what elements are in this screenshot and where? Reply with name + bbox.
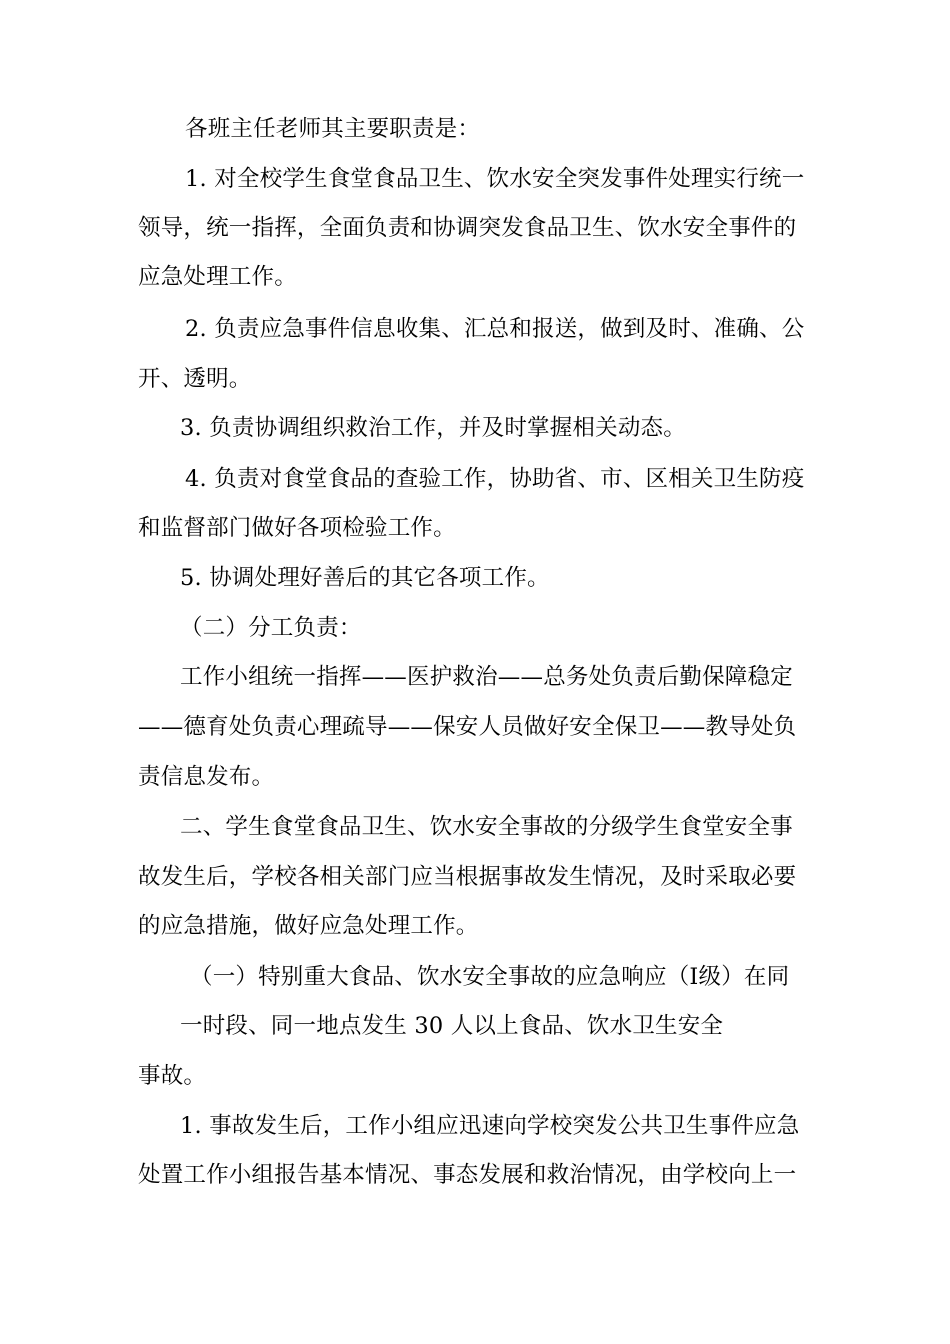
text-line: 工作小组统一指挥——医护救治——总务处负责后勤保障稳定 bbox=[180, 664, 793, 690]
text-line: 开、透明。 bbox=[138, 366, 252, 392]
section-heading: （一）特别重大食品、饮水安全事故的应急响应（Ⅰ级）在同 bbox=[190, 964, 790, 990]
text-line: 1. 对全校学生食堂食品卫生、饮水安全突发事件处理实行统一 bbox=[185, 166, 805, 192]
text-line: 事故。 bbox=[138, 1063, 207, 1089]
text-line: ——德育处负责心理疏导——保安人员做好安全保卫——教导处负 bbox=[138, 714, 797, 740]
text-line: 1. 事故发生后，工作小组应迅速向学校突发公共卫生事件应急 bbox=[180, 1113, 800, 1139]
text-line: 责信息发布。 bbox=[138, 764, 275, 790]
section-heading: 二、学生食堂食品卫生、饮水安全事故的分级学生食堂安全事 bbox=[180, 814, 793, 840]
text-line: 3. 负责协调组织救治工作，并及时掌握相关动态。 bbox=[180, 415, 686, 441]
section-heading: （二）分工负责： bbox=[180, 615, 362, 641]
text-line: 应急处理工作。 bbox=[138, 264, 297, 290]
text-line: 4. 负责对食堂食品的查验工作，协助省、市、区相关卫生防疫 bbox=[185, 466, 805, 492]
text-line: 5. 协调处理好善后的其它各项工作。 bbox=[180, 565, 550, 591]
text-line: 的应急措施，做好应急处理工作。 bbox=[138, 913, 479, 939]
text-line: 一时段、同一地点发生 30 人以上食品、饮水卫生安全 bbox=[180, 1013, 724, 1039]
text-line: 处置工作小组报告基本情况、事态发展和救治情况，由学校向上一 bbox=[138, 1162, 797, 1188]
text-line: 各班主任老师其主要职责是： bbox=[185, 116, 481, 142]
text-line: 领导，统一指挥，全面负责和协调突发食品卫生、饮水安全事件的 bbox=[138, 215, 797, 241]
text-line: 故发生后，学校各相关部门应当根据事故发生情况，及时采取必要 bbox=[138, 864, 797, 890]
text-line: 和监督部门做好各项检验工作。 bbox=[138, 515, 456, 541]
text-line: 2. 负责应急事件信息收集、汇总和报送，做到及时、准确、公 bbox=[185, 316, 805, 342]
